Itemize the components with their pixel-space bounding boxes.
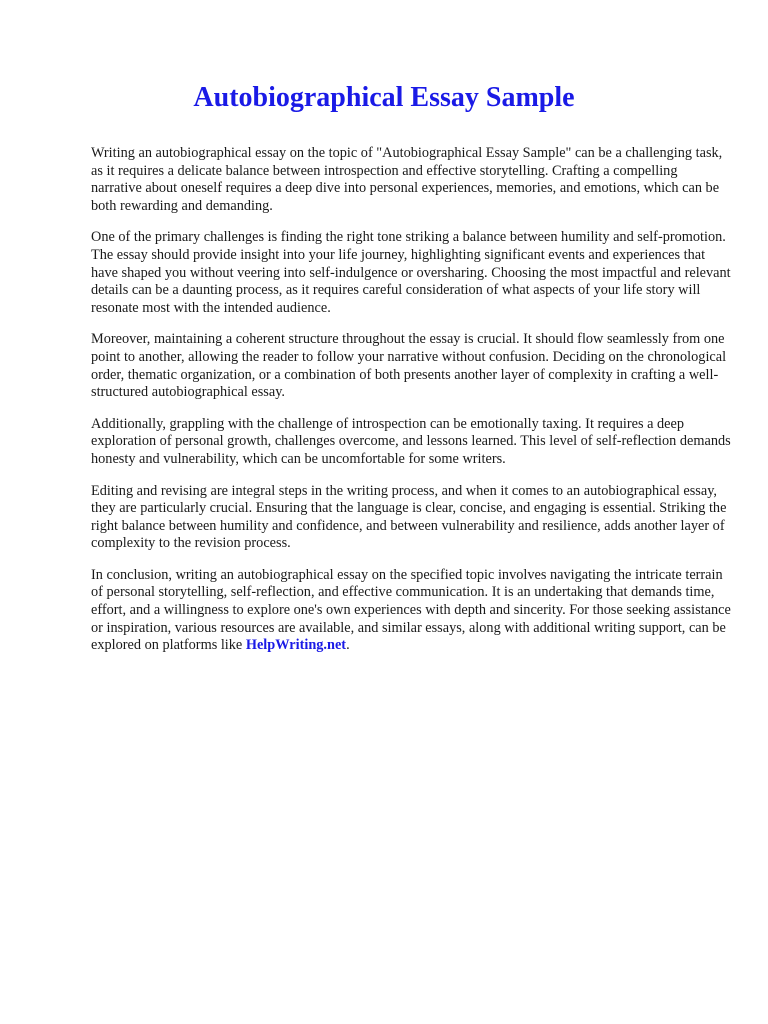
conclusion-text: In conclusion, writing an autobiographical essay on the specified topic involves navigating the intricate terrain of personal storytelling, self-reflection, and effective communication. It is an undertaking that demands time, effort, and a willingness to explore one's own experiences with depth and sincerity. For those seeking assistance or inspiration, various resources are available, and similar essays, along with additional writing support, can be explored on platforms like bbox=[91, 566, 731, 654]
paragraph-structure: Moreover, maintaining a coherent structure throughout the essay is crucial. It should flow seamlessly from one point to another, allowing the reader to follow your narrative without confusion. Deciding on the chronological order, thematic organization, or a combination of both presents another layer of complexity in crafting a well-structured autobiographical essay. bbox=[91, 331, 727, 401]
paragraph-editing: Editing and revising are integral steps in the writing process, and when it comes to an autobiographical essay, they are particularly crucial. Ensuring that the language is clear, concise, and engaging is essential. Striking the right balance between humility and confidence, and between vulnerability and resilience, adds another layer of complexity to the revision process. bbox=[91, 482, 727, 552]
paragraph-tone: One of the primary challenges is finding the right tone striking a balance between humility and self-promotion. The essay should provide insight into your life journey, highlighting significant events and experiences that have shaped you without veering into self-indulgence or oversharing. Choosing the most impactful and relevant details can be a daunting process, as it requires careful consideration of what aspects of your life story will resonate most with the intended audience. bbox=[91, 229, 731, 316]
paragraph-intro: Writing an autobiographical essay on the topic of "Autobiographical Essay Sample" can be a challenging task, as it requires a delicate balance between introspection and effective storytelling. Crafting a compelling narrative about oneself requires a deep dive into personal experiences, memories, and emotions, which can be both rewarding and demanding. bbox=[91, 145, 723, 214]
paragraph-introspection: Additionally, grappling with the challenge of introspection can be emotionally taxing. It requires a deep exploration of personal growth, challenges overcome, and lessons learned. This level of self-reflection demands honesty and vulnerability, which can be uncomfortable for some writers. bbox=[91, 415, 731, 467]
page-title: Autobiographical Essay Sample bbox=[193, 82, 575, 113]
paragraph-conclusion bbox=[91, 567, 731, 655]
essay-body bbox=[91, 145, 731, 669]
helpwriting-link[interactable]: HelpWriting.net bbox=[245, 637, 347, 654]
conclusion-period: . bbox=[346, 637, 350, 654]
